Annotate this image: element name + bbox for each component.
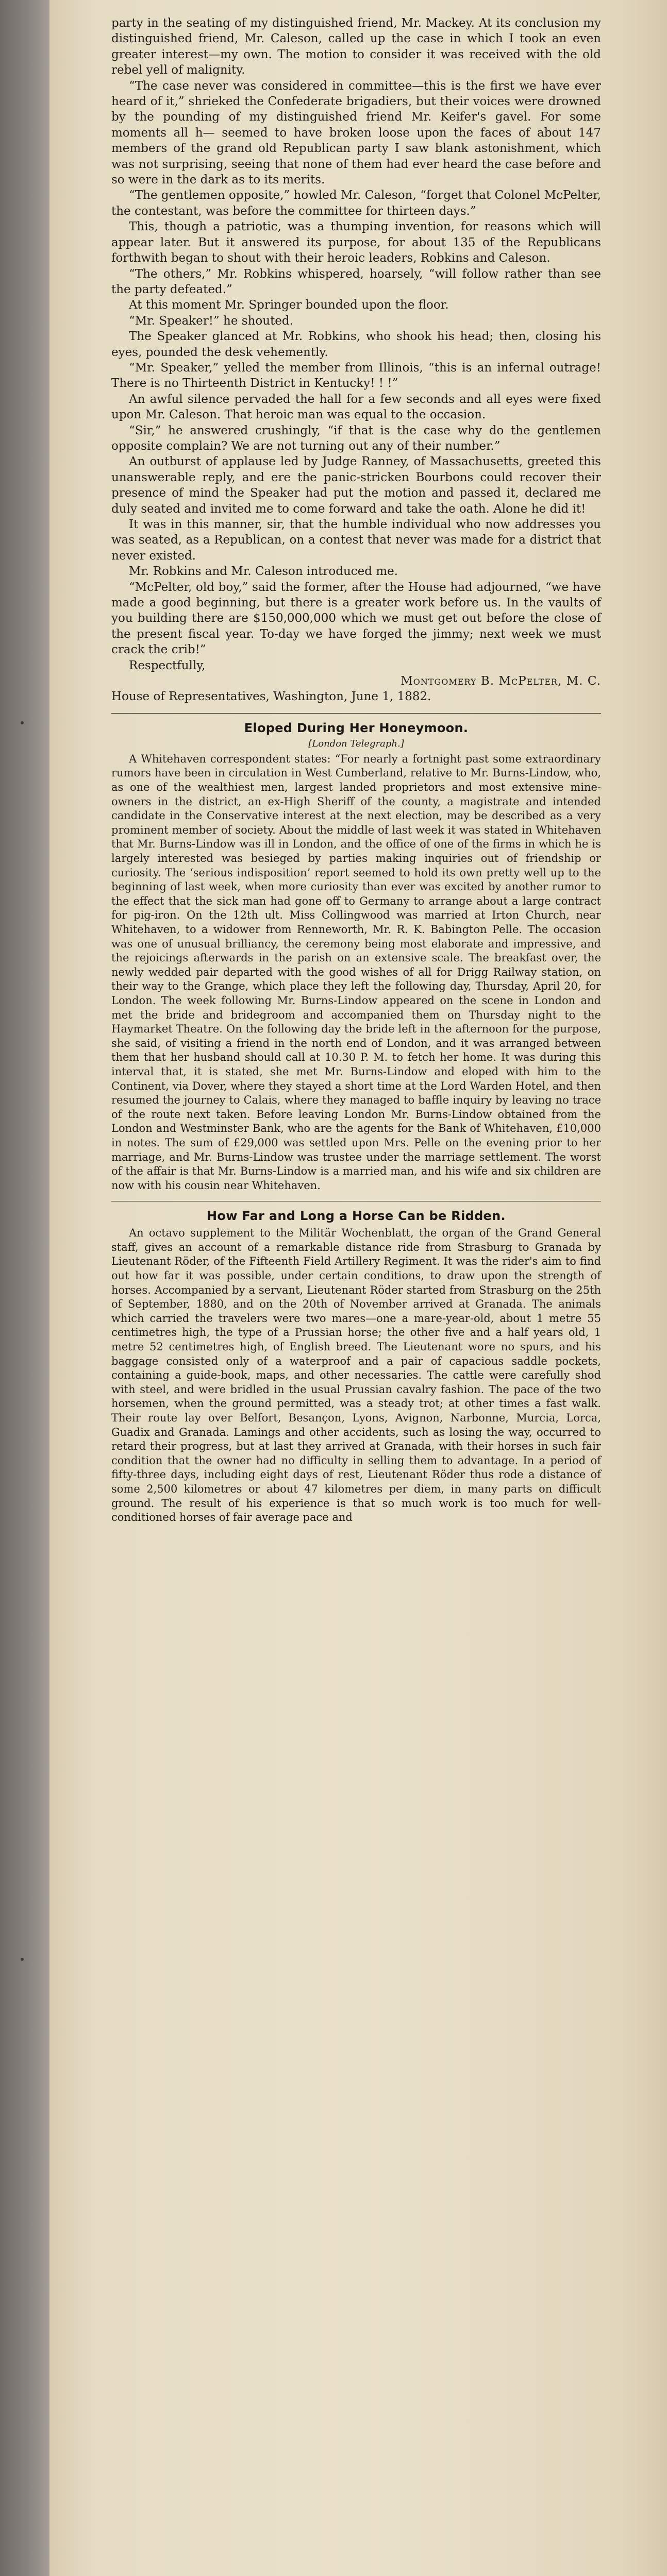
text-column	[111, 15, 601, 1525]
binding-hole	[21, 1958, 24, 1961]
paragraph: “Sir,” he answered crushingly, “if that is the case why do the gentlemen opposite complain? We are not turning out any of their number.”	[111, 423, 601, 453]
headline: Eloped During Her Honeymoon.	[244, 720, 469, 735]
page-margin	[0, 0, 49, 2576]
paragraph: It was in this manner, sir, that the humble individual who now addresses you was seated, as a Republican, on a contest that never was made for a district that never existed.	[111, 518, 601, 563]
paragraph: An octavo supplement to the Militär Wochenblatt, the organ of the Grand General staff, gives an account of a remarkable distance ride from Strasburg to Granada by Lieutenant Röder, of the Fifteenth Field Artillery Regiment. It was the rider's aim to find out how far it was possible, under certain conditions, to draw upon the strength of horses. Accompanied by a servant, Lieutenant Röder started from Strasburg on the 25th of September, 1880, and on the 20th of November arrived at Granada. The animals which carried the travelers were two mares—one a mare-year-old, about 1 metre 55 centimetres high, the type of a Prussian horse; the other five and a half years old, 1 metre 52 centimetres high, of English breed. The Lieutenant wore no spurs, and his baggage consisted only of a waterproof and a pair of capacious saddle pockets, containing a guide-book, maps, and other necessaries. The cattle were carefully shod with steel, and were bridled in the usual Prussian cavalry fashion. The pace of the two horsemen, when the ground permitted, was a steady trot; at other times a fast walk. Their route lay over Belfort, Besançon, Lyons, Avignon, Narbonne, Murcia, Lorca, Guadix and Granada. Lamings and other accidents, such as losing the way, occurred to retard their progress, but at last they arrived at Granada, with their horses in such fair condition that the owner had no difficulty in selling them to advantage. In a period of fifty-three days, including eight days of rest, Lieutenant Röder thus rode a distance of some 2,500 kilometres or about 47 kilometres per diem, in many parts on difficult ground. The result of his experience is that so much work is too much for well-conditioned horses of fair average pace and	[111, 1227, 601, 1524]
closing: Respectfully,	[129, 658, 206, 672]
paragraph: “Mr. Speaker,” yelled the member from Illinois, “this is an infernal outrage! There is no Thirteenth District in Kentucky! ! !”	[111, 361, 601, 391]
paragraph: “The case never was considered in committee—this is the first we have ever heard of it,” shrieked the Confederate brigadiers, but their voices were drowned by the pounding of my distinguished friend Mr. Keifer's gavel. For some moments all h— seemed to have broken loose upon the faces of about 147 members of the grand old Republican party I saw blank astonishment, which was not surprising, seeing that none of them had ever heard the case before and so were in the dark as to its merits.	[111, 79, 601, 187]
divider	[111, 713, 601, 714]
paragraph: Mr. Robkins and Mr. Caleson introduced me.	[129, 565, 398, 579]
article-horse-ride	[111, 1209, 601, 1524]
paragraph: “McPelter, old boy,” said the former, after the House had adjourned, “we have made a good beginning, but there is a greater work before us. In the vaults of you building there are $150,000,000 which we must get out before the close of the present fiscal year. To-day we have forged the jimmy; next week we must crack the crib!”	[111, 580, 601, 657]
signature	[111, 673, 601, 689]
address-line: House of Representatives, Washington, June 1, 1882.	[111, 690, 431, 704]
paragraph: The Speaker glanced at Mr. Robkins, who shook his head; then, closing his eyes, pounded the desk vehemently.	[111, 330, 601, 359]
paragraph: “The others,” Mr. Robkins whispered, hoarsely, “will follow rather than see the party defeated.”	[111, 267, 601, 296]
paragraph: An awful silence pervaded the hall for a few seconds and all eyes were fixed upon Mr. Caleson. That heroic man was equal to the occasion.	[111, 392, 601, 422]
paragraph: party in the seating of my distinguished friend, Mr. Mackey. At its conclusion my distinguished friend, Mr. Caleson, called up the case in which I took an even greater interest—my own. The motion to consider it was received with the old rebel yell of malignity.	[111, 16, 601, 77]
source-credit: [London Telegraph.]	[308, 738, 404, 749]
headline: How Far and Long a Horse Can be Ridden.	[207, 1209, 506, 1224]
paragraph: A Whitehaven correspondent states: “For nearly a fortnight past some extraordinary rumors have been in circulation in West Cumberland, relative to Mr. Burns-Lindow, who, as one of the wealthiest men, largest landed proprietors and most extensive mine-owners in the district, an ex-High Sheriff of the county, a magistrate and intended candidate in the Conservative interest at the next election, may be described as a very prominent member of society. About the middle of last week it was stated in Whitehaven that Mr. Burns-Lindow was ill in London, and the office of one of the firms in which he is largely interested was besieged by parties making inquiries out of friendship or curiosity. The ‘serious indisposition’ report seemed to hold its own pretty well up to the beginning of last week, when more curiosity than ever was excited by another rumor to the effect that the sick man had gone off to Germany to arrange about a large contract for pig-iron. On the 12th ult. Miss Collingwood was married at Irton Church, near Whitehaven, to a widower from Renneworth, Mr. R. K. Babington Pelle. The occasion was one of unusual brilliancy, the ceremony being most elaborate and impressive, and the rejoicings afterwards in the parish on an extensive scale. The breakfast over, the newly wedded pair departed with the good wishes of all for Drigg Railway station, on their way to the Grange, which place they left the following day, Thursday, April 20, for London. The week following Mr. Burns-Lindow appeared on the scene in London and met the bride and bridegroom and accompanied them on Thursday night to the Haymarket Theatre. On the following day the bride left in the afternoon for the purpose, she said, of visiting a friend in the north end of London, and it was arranged between them that her husband should call at 10.30 P. M. to fetch her home. It was during this interval that, it is stated, she met Mr. Burns-Lindow and eloped with him to the Continent, via Dover, where they stayed a short time at the Lord Warden Hotel, and then resumed the journey to Calais, where they managed to baffle inquiry by leaving no trace of the route next taken. Before leaving London Mr. Burns-Lindow obtained from the London and Westminster Bank, who are the agents for the Bank of Whitehaven, £10,000 in notes. The sum of £29,000 was settled upon Mrs. Pelle on the evening prior to her marriage, and Mr. Burns-Lindow was trustee under the marriage settlement. The worst of the affair is that Mr. Burns-Lindow is a married man, and his wife and six children are now with his cousin near Whitehaven.	[111, 752, 601, 1192]
paragraph: At this moment Mr. Springer bounded upon the floor.	[129, 298, 449, 312]
article-mcpelter-letter	[111, 15, 601, 705]
signature-name: Montgomery B. McPelter, M. C.	[401, 674, 601, 688]
paragraph: “The gentlemen opposite,” howled Mr. Caleson, “forget that Colonel McPelter, the contestant, was before the committee for thirteen days.”	[111, 189, 601, 218]
paragraph: An outburst of applause led by Judge Ranney, of Massachusetts, greeted this unanswerable reply, and ere the panic-stricken Bourbons could recover their presence of mind the Speaker had put the motion and passed it, declared me duly seated and invited me to come forward and take the oath. Alone he did it!	[111, 455, 601, 516]
article-eloped	[111, 721, 601, 1193]
binding-hole	[21, 721, 24, 724]
paragraph: “Mr. Speaker!” he shouted.	[129, 314, 293, 328]
newspaper-clipping	[49, 0, 667, 2576]
paragraph: This, though a patriotic, was a thumping invention, for reasons which will appear later. But it answered its purpose, for about 135 of the Republicans forthwith began to shout with their heroic leaders, Robkins and Caleson.	[111, 220, 601, 265]
